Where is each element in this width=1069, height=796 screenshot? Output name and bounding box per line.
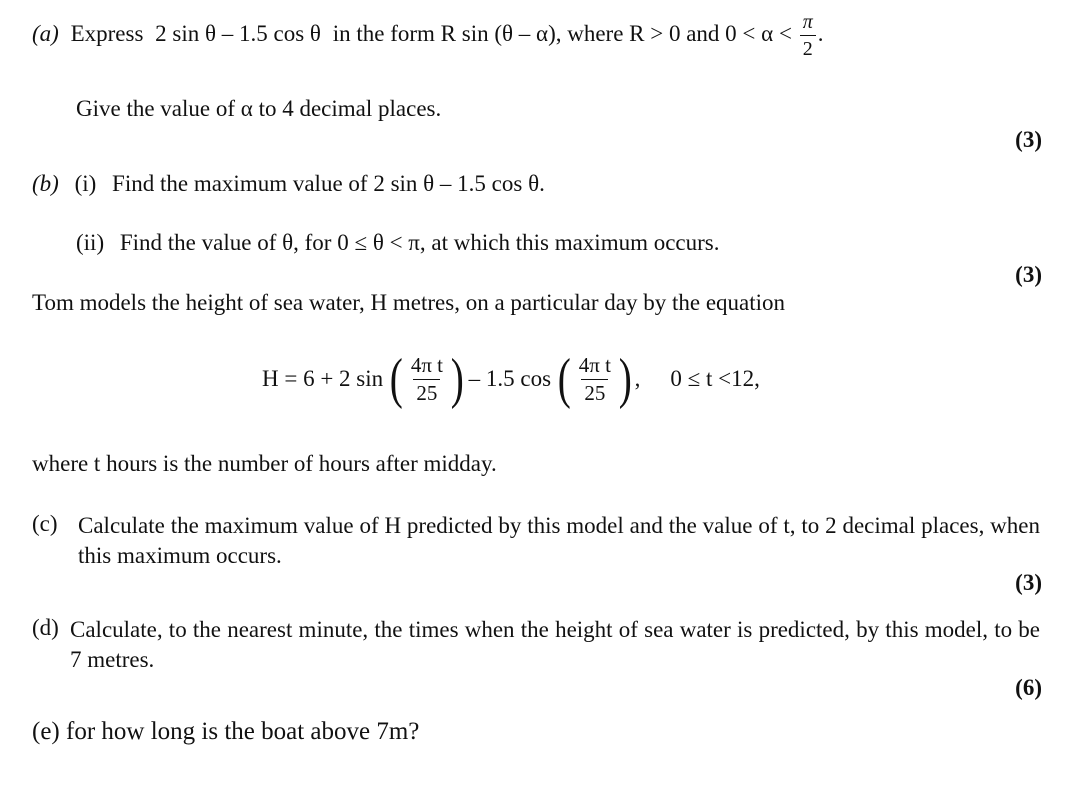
part-a-question [32, 12, 823, 59]
equation-fraction-2-den: 25 [581, 379, 608, 404]
equation-fraction-1-num: 4π t [410, 352, 443, 377]
part-d-marks: (6) [1015, 675, 1042, 700]
part-a-form: R sin (θ – α), where R > 0 and 0 < α < [440, 20, 792, 46]
right-paren: ) [450, 348, 464, 410]
equation-domain: 0 ≤ t <12, [670, 366, 760, 391]
model-equation [262, 346, 760, 412]
part-a-marks: (3) [1015, 127, 1042, 152]
equation-fraction-1-den: 25 [413, 379, 440, 404]
model-where: where t hours is the number of hours after midday. [32, 451, 497, 476]
right-paren: ) [618, 348, 632, 410]
part-a-mid: in the form [332, 20, 435, 46]
part-e-label: (e) [32, 718, 60, 745]
part-b-marks: (3) [1015, 262, 1042, 287]
equation-fraction-2 [576, 352, 614, 405]
part-b-ii-label: (ii) [76, 230, 105, 255]
part-d-label: (d) [32, 615, 59, 640]
part-c-label: (c) [32, 511, 58, 536]
part-a-fraction [800, 12, 816, 59]
equation-fraction-1 [408, 352, 446, 405]
part-b-i-text: Find the maximum value of 2 sin θ – 1.5 cos θ. [112, 171, 545, 196]
part-a-fraction-num: π [802, 11, 813, 33]
part-a-fraction-den: 2 [800, 35, 816, 59]
part-b-i [32, 171, 545, 197]
part-d-text: Calculate, to the nearest minute, the times when the height of sea water is predicted, by this model, to be 7 metres. [70, 617, 1040, 672]
part-a-instruction: Give the value of α to 4 decimal places. [76, 96, 442, 121]
equation-comma: , [634, 366, 641, 391]
equation-sin-argument [387, 348, 467, 410]
part-b-ii [76, 230, 720, 256]
part-c-text: Calculate the maximum value of H predicted by this model and the value of t, to 2 decimal places, when this maximum occurs. [78, 513, 1040, 568]
equation-lhs: H = 6 + 2 sin [262, 366, 384, 391]
equation-mid: – 1.5 cos [468, 366, 552, 391]
part-a-period: . [817, 20, 824, 46]
part-a-label: (a) [32, 20, 59, 46]
part-e-text: for how long is the boat above 7m? [66, 718, 420, 745]
part-b-i-label: (i) [74, 171, 97, 196]
equation-fraction-2-num: 4π t [578, 352, 611, 377]
part-b-ii-text: Find the value of θ, for 0 ≤ θ < π, at which this maximum occurs. [119, 230, 720, 255]
model-intro: Tom models the height of sea water, H metres, on a particular day by the equation [32, 290, 786, 315]
part-c-marks: (3) [1015, 570, 1042, 595]
part-a-expression: 2 sin θ – 1.5 cos θ [155, 20, 321, 46]
equation-cos-argument [555, 348, 635, 410]
part-e-question [32, 718, 419, 746]
left-paren: ( [557, 348, 571, 410]
part-a-prefix: Express [70, 20, 144, 46]
part-b-label: (b) [32, 171, 59, 196]
left-paren: ( [389, 348, 404, 410]
